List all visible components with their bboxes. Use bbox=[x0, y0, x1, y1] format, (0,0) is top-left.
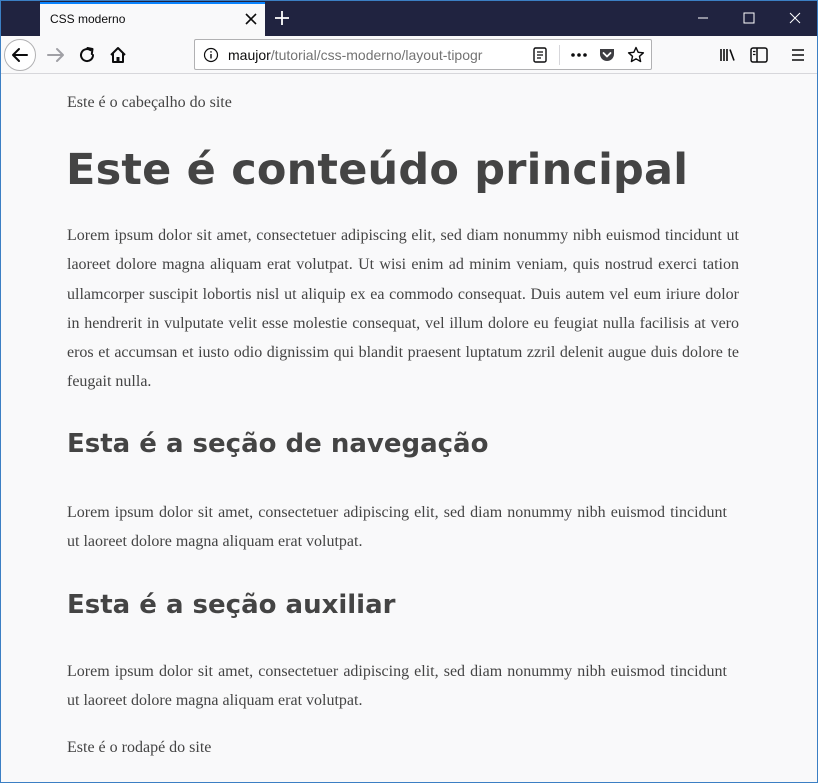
pocket-icon[interactable] bbox=[598, 46, 616, 64]
star-icon[interactable] bbox=[626, 45, 646, 65]
sidebar-icon bbox=[743, 39, 775, 71]
aux-section-paragraph: Lorem ipsum dolor sit amet, consectetuer adipiscing elit, sed diam nonummy nibh euismod tincidunt ut laoreet dolore magna aliquam erat volutpat. bbox=[67, 663, 727, 710]
url-fade bbox=[490, 42, 522, 67]
url-bar[interactable] bbox=[194, 39, 652, 70]
forward-button[interactable] bbox=[40, 39, 72, 71]
home-button[interactable] bbox=[102, 39, 134, 71]
window-close-icon[interactable] bbox=[772, 0, 818, 36]
library-icon bbox=[712, 39, 744, 71]
url-path: /tutorial/css-moderno/layout-tipogr bbox=[270, 47, 483, 63]
sidebar-button[interactable] bbox=[743, 39, 775, 71]
hamburger-menu-icon bbox=[782, 39, 814, 71]
main-paragraph: Lorem ipsum dolor sit amet, consectetuer adipiscing elit, sed diam nonummy nibh euismod tincidunt ut laoreet dolore magna aliquam erat volutpat. Ut wisi enim ad minim veniam, quis nostrud exerci tation ullamcorper suscipit lobortis nisl ut aliquip ex ea commodo consequat. Duis autem vel eum iriure dolor in hendrerit in vulputate velit esse molestie consequat, vel illum dolore eu feugiat nulla facilisis at vero eros et accumsan et iusto odio dignissim qui blandit praesent luptatum zzril delenit augue duis dolore te feugait nulla. bbox=[67, 227, 739, 391]
url-separator bbox=[559, 45, 560, 65]
tab-css-moderno[interactable] bbox=[40, 2, 265, 36]
close-icon[interactable] bbox=[243, 11, 259, 27]
tab-title: CSS moderno bbox=[50, 12, 126, 26]
library-button[interactable] bbox=[712, 39, 744, 71]
page-content bbox=[0, 75, 818, 783]
nav-section-paragraph: Lorem ipsum dolor sit amet, consectetuer adipiscing elit, sed diam nonummy nibh euismod tincidunt ut laoreet dolore magna aliquam erat volutpat. bbox=[67, 504, 727, 551]
nav-section-heading: Esta é a seção de navegação bbox=[67, 429, 489, 459]
aux-section-heading: Esta é a seção auxiliar bbox=[67, 590, 396, 620]
main-heading: Este é conteúdo principal bbox=[66, 145, 689, 195]
plus-icon[interactable] bbox=[272, 8, 292, 28]
home-icon bbox=[102, 39, 134, 71]
url-host: maujor bbox=[228, 47, 271, 63]
title-bar bbox=[0, 0, 818, 36]
minimize-icon[interactable] bbox=[680, 0, 726, 36]
reader-view-icon[interactable] bbox=[531, 46, 549, 64]
maximize-icon[interactable] bbox=[726, 0, 772, 36]
reload-icon bbox=[71, 39, 103, 71]
info-icon[interactable] bbox=[203, 47, 219, 63]
nav-toolbar bbox=[0, 36, 818, 74]
arrow-left-icon bbox=[5, 40, 35, 70]
site-footer: Este é o rodapé do site bbox=[67, 739, 212, 756]
site-header: Este é o cabeçalho do site bbox=[67, 94, 232, 111]
reload-button[interactable] bbox=[71, 39, 103, 71]
more-icon[interactable] bbox=[569, 46, 589, 64]
url-text[interactable] bbox=[228, 47, 520, 63]
back-button[interactable] bbox=[4, 39, 36, 71]
arrow-right-icon bbox=[40, 39, 72, 71]
menu-button[interactable] bbox=[782, 39, 814, 71]
